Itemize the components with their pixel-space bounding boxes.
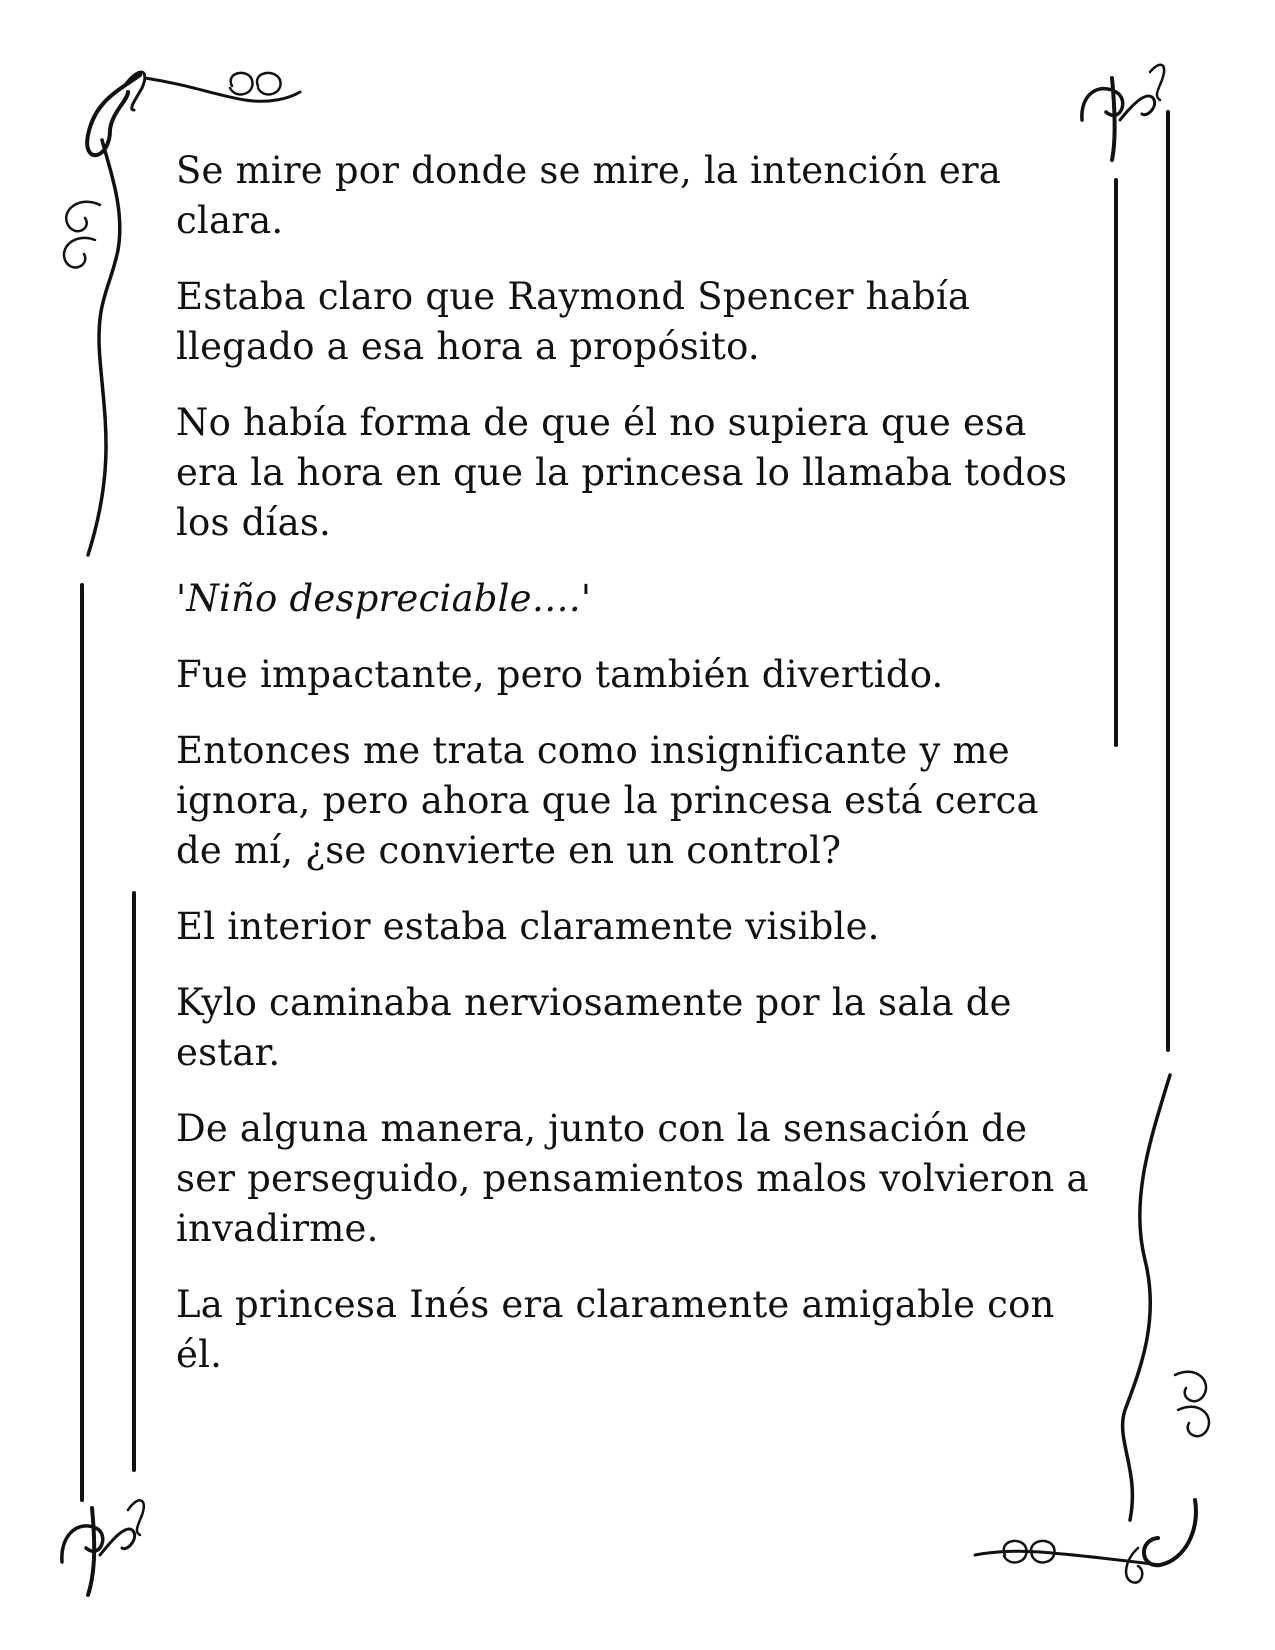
paragraph: Entonces me trata como insignificante y me ignora, pero ahora que la princesa está cerca de mí, ¿se convierte en un control? (176, 729, 1039, 872)
flourish-bottom-left-icon (62, 1500, 144, 1595)
paragraph: Estaba claro que Raymond Spencer había llegado a esa hora a propósito. (176, 275, 971, 368)
paragraph: Kylo caminaba nerviosamente por la sala de estar. (176, 981, 1012, 1074)
paragraph: El interior estaba claramente visible. (176, 905, 880, 948)
paragraph: De alguna manera, junto con la sensación de ser perseguido, pensamientos malos volvieron a invadirme. (176, 1107, 1089, 1250)
paragraph: No había forma de que él no supiera que esa era la hora en que la princesa lo llamaba todos los días. (176, 401, 1068, 544)
paragraph: Se mire por donde se mire, la intención era clara. (176, 149, 1002, 242)
italic-thought-paragraph: 'Niño despreciable….' (176, 577, 592, 620)
page-body-text (176, 146, 1096, 1406)
paragraph: La princesa Inés era claramente amigable con él. (176, 1283, 1055, 1376)
paragraph: Fue impactante, pero también divertido. (176, 653, 944, 696)
